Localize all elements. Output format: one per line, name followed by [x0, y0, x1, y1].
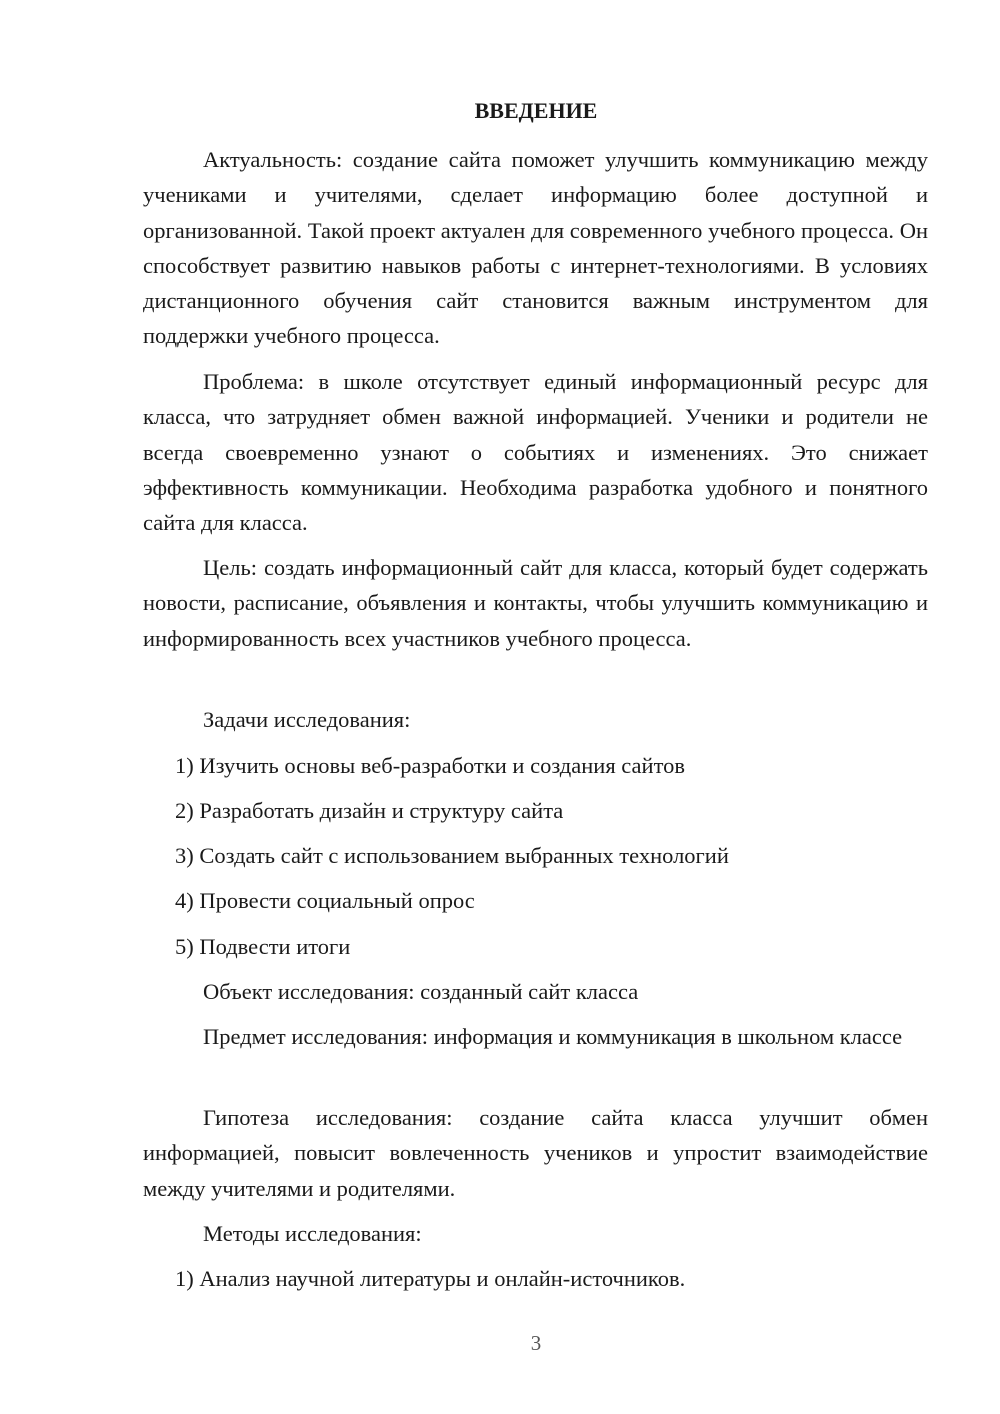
object-line: Объект исследования: созданный сайт класса — [203, 979, 639, 1004]
page-number: 3 — [530, 1331, 542, 1355]
goal-paragraph: Цель: создать информационный сайт для класса, который будет содержать новости, расписание, объявления и контакты, чтобы улучшить коммуникацию и информированность всех участников учебного процесса. — [143, 555, 928, 651]
method-item: 1) Анализ научной литературы и онлайн-источников. — [175, 1266, 686, 1291]
task-item: 2) Разработать дизайн и структуру сайта — [175, 798, 564, 823]
section-heading: ВВЕДЕНИЕ — [474, 98, 598, 123]
methods-title: Методы исследования: — [203, 1221, 422, 1246]
relevance-paragraph: Актуальность: создание сайта поможет улучшить коммуникацию между учениками и учителями, сделает информацию более доступной и организованной. Такой проект актуален для современного учебного процесса. Он способствует развитию навыков работы с интернет-технологиями. В условиях дистанционного обучения сайт становится важным инструментом для поддержки учебного процесса. — [143, 147, 928, 349]
task-item: 4) Провести социальный опрос — [175, 888, 475, 913]
task-item: 5) Подвести итоги — [175, 934, 351, 959]
tasks-title: Задачи исследования: — [203, 707, 411, 732]
hypothesis-paragraph: Гипотеза исследования: создание сайта класса улучшит обмен информацией, повысит вовлеченность учеников и упростит взаимодействие между учителями и родителями. — [143, 1105, 928, 1201]
problem-paragraph: Проблема: в школе отсутствует единый информационный ресурс для класса, что затрудняет обмен важной информацией. Ученики и родители не всегда своевременно узнают о событиях и изменениях. Это снижает эффективность коммуникации. Необходима разработка удобного и понятного сайта для класса. — [143, 369, 928, 536]
subject-paragraph: Предмет исследования: информация и коммуникация в школьном классе — [203, 1024, 903, 1049]
task-item: 3) Создать сайт с использованием выбранных технологий — [175, 843, 729, 868]
task-item: 1) Изучить основы веб-разработки и создания сайтов — [175, 753, 685, 778]
